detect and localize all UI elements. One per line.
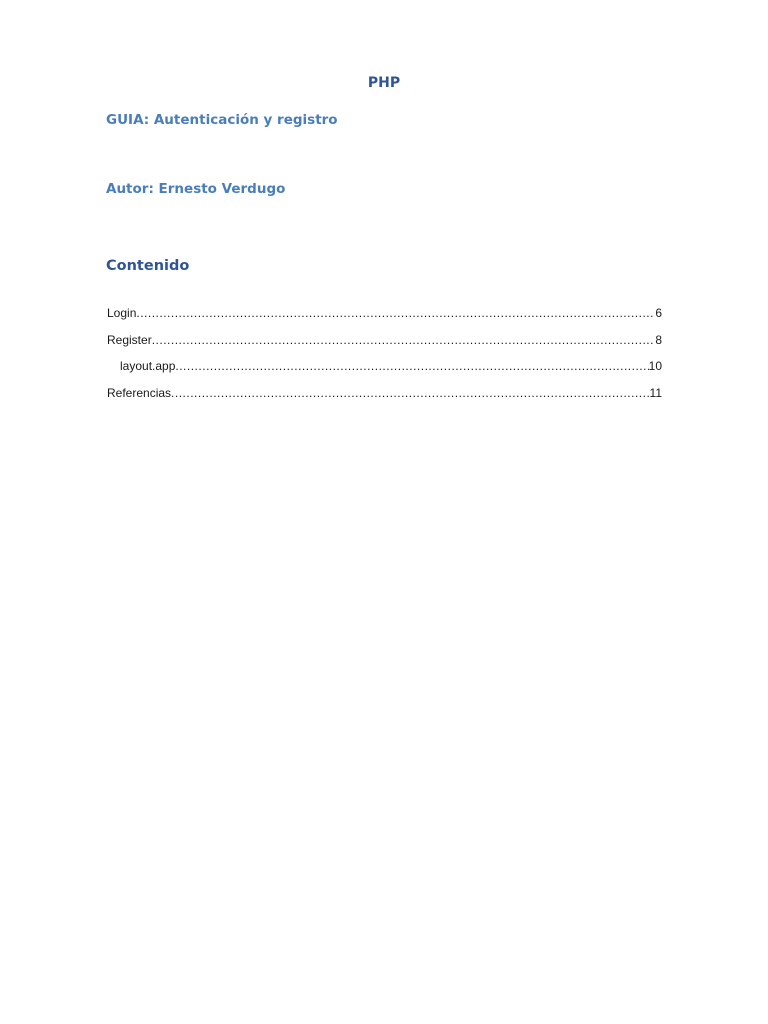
toc-entry-page: 6 xyxy=(655,306,662,320)
guide-title: GUIA: Autenticación y registro xyxy=(106,112,338,128)
author-line: Autor: Ernesto Verdugo xyxy=(106,181,286,197)
toc-entry-login[interactable] xyxy=(107,306,662,333)
toc-entry-label: Referencias xyxy=(107,385,172,400)
toc-entry-page: 11 xyxy=(649,385,662,400)
toc-entry-label: layout.app xyxy=(120,359,176,373)
toc-dot-leader xyxy=(152,333,656,347)
toc-entry-register[interactable] xyxy=(107,333,662,360)
toc-entry-label: Login xyxy=(107,306,137,320)
toc-entry-layout-app[interactable] xyxy=(107,359,662,386)
toc-entry-page: 8 xyxy=(655,332,662,347)
table-of-contents xyxy=(107,306,662,412)
toc-entry-page: 10 xyxy=(648,359,662,373)
toc-dot-leader xyxy=(175,359,648,373)
toc-dot-leader xyxy=(171,386,650,400)
toc-heading: Contenido xyxy=(106,258,190,274)
toc-dot-leader xyxy=(136,306,655,320)
toc-entry-referencias[interactable] xyxy=(107,386,662,413)
toc-entry-label: Register xyxy=(107,332,152,347)
document-title: PHP xyxy=(367,75,401,91)
